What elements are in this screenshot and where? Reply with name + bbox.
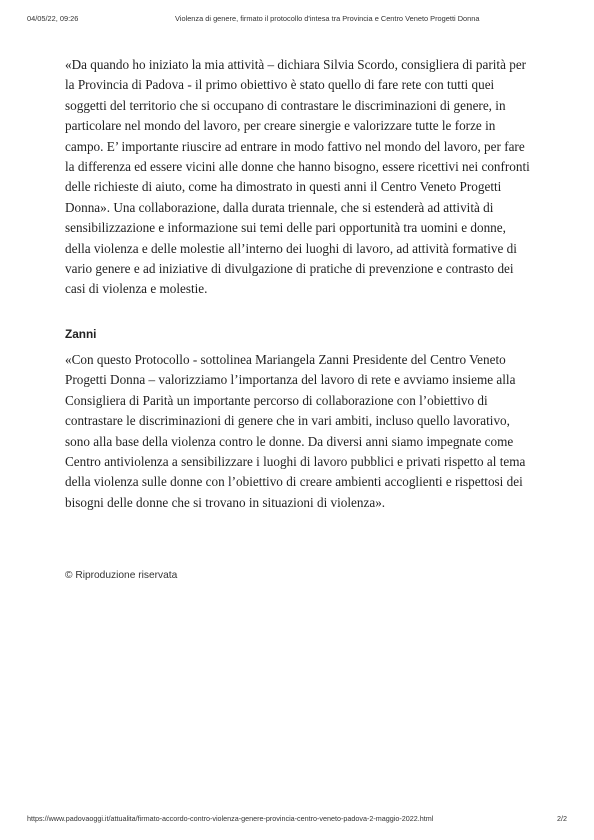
print-header [27, 14, 567, 26]
print-page-title: Violenza di genere, firmato il protocollo d'intesa tra Provincia e Centro Veneto Progetti Donna [175, 14, 480, 23]
article-paragraph: «Da quando ho iniziato la mia attività – dichiara Silvia Scordo, consigliera di parità per la Provincia di Padova - il primo obiettivo è stato quello di fare rete con tutti quei soggetti del territorio che si occupano di contrastare le discriminazioni di genere, in particolare nel mondo del lavoro, per creare sinergie e valorizzare tutte le forze in campo. E’ importante riuscire ad entrare in modo fattivo nel mondo del lavoro, per fare la differenza ed essere vicini alle donne che hanno bisogno, essere ricettivi nei confronti delle richieste di aiuto, come ha dimostrato in questi anni il Centro Veneto Progetti Donna». Una collaborazione, dalla durata triennale, che si estenderà ad attività di sensibilizzazione e informazione sui temi delle pari opportunità tra uomini e donne, della violenza e delle molestie all’interno dei luoghi di lavoro, ad attività formative di vario genere e ad iniziative di divulgazione di pratiche di prevenzione e contrasto dei casi di violenza e molestie. [65, 57, 530, 297]
copyright-notice: © Riproduzione riservata [65, 570, 178, 582]
section-heading: Zanni [65, 326, 97, 341]
page-url[interactable]: https://www.padovaoggi.it/attualita/firmato-accordo-contro-violenza-genere-provincia-centro-veneto-padova-2-maggio-2022.html [27, 814, 434, 823]
print-date: 04/05/22, 09:26 [27, 14, 79, 23]
article-paragraph: «Con questo Protocollo - sottolinea Mariangela Zanni Presidente del Centro Veneto Progetti Donna – valorizziamo l’importanza del lavoro di rete e avviamo insieme alla Consigliera di Parità un importante percorso di collaborazione con l’obiettivo di contrastare le discriminazioni di genere che in vari ambiti, incluso quello lavorativo, sono alla base della violenza contro le donne. Da diversi anni siamo impegnate come Centro antiviolenza a sensibilizzare i luoghi di lavoro pubblici e privati rispetto al tema della violenza sulle donne con l’obiettivo di creare ambienti accoglienti e rispettosi dei bisogni delle donne che si trovano in situazioni di violenza». [65, 351, 526, 510]
page-number: 2/2 [557, 814, 567, 823]
print-footer [27, 814, 567, 826]
article-body [65, 55, 531, 583]
